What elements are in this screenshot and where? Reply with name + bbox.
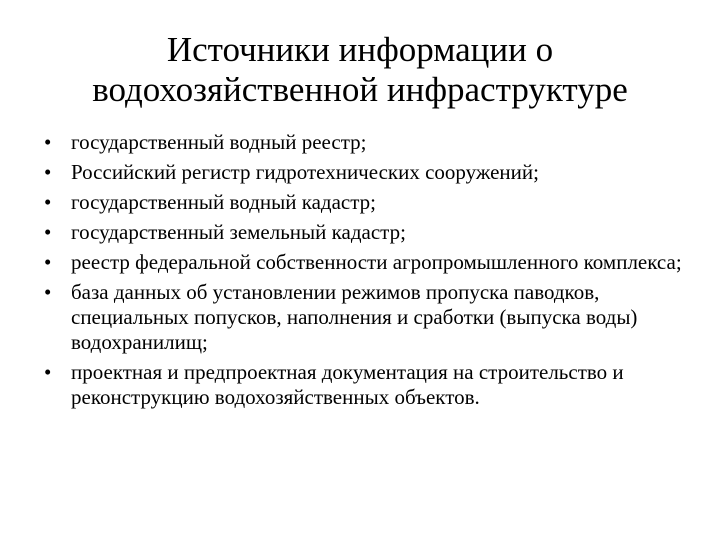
- bullet-item-water-registry: [44, 130, 694, 155]
- bullet-list: [44, 130, 694, 415]
- bullet-text: Российский регистр гидротехнических сооружений;: [71, 160, 539, 184]
- bullet-text: реестр федеральной собственности агропромышленного комплекса;: [71, 250, 682, 274]
- bullet-text: государственный водный реестр;: [71, 130, 367, 154]
- bullet-text: база данных об установлении режимов пропуска паводков, специальных попусков, наполнения и сработки (выпуска воды) водохранилищ;: [71, 280, 638, 354]
- bullet-text: проектная и предпроектная документация на строительство и реконструкцию водохозяйственных объектов.: [71, 360, 624, 409]
- bullet-item-flood-regime-database: [44, 280, 694, 355]
- bullet-icon: •: [44, 160, 52, 184]
- bullet-text: государственный земельный кадастр;: [71, 220, 406, 244]
- bullet-item-water-cadastre: [44, 190, 694, 215]
- slide-title-line-1: Источники информации о: [166, 30, 554, 69]
- bullet-text: государственный водный кадастр;: [71, 190, 377, 214]
- slide-title: [20, 30, 700, 110]
- bullet-icon: •: [44, 130, 52, 154]
- bullet-icon: •: [44, 190, 52, 214]
- slide-title-line-2: водохозяйственной инфраструктуре: [92, 70, 628, 109]
- bullet-item-hydro-structures-register: [44, 160, 694, 185]
- bullet-item-federal-property-registry: [44, 250, 694, 275]
- bullet-icon: •: [44, 280, 52, 304]
- bullet-icon: •: [44, 250, 52, 274]
- bullet-item-land-cadastre: [44, 220, 694, 245]
- bullet-item-project-documentation: [44, 360, 694, 410]
- bullet-icon: •: [44, 220, 52, 244]
- bullet-icon: •: [44, 360, 52, 384]
